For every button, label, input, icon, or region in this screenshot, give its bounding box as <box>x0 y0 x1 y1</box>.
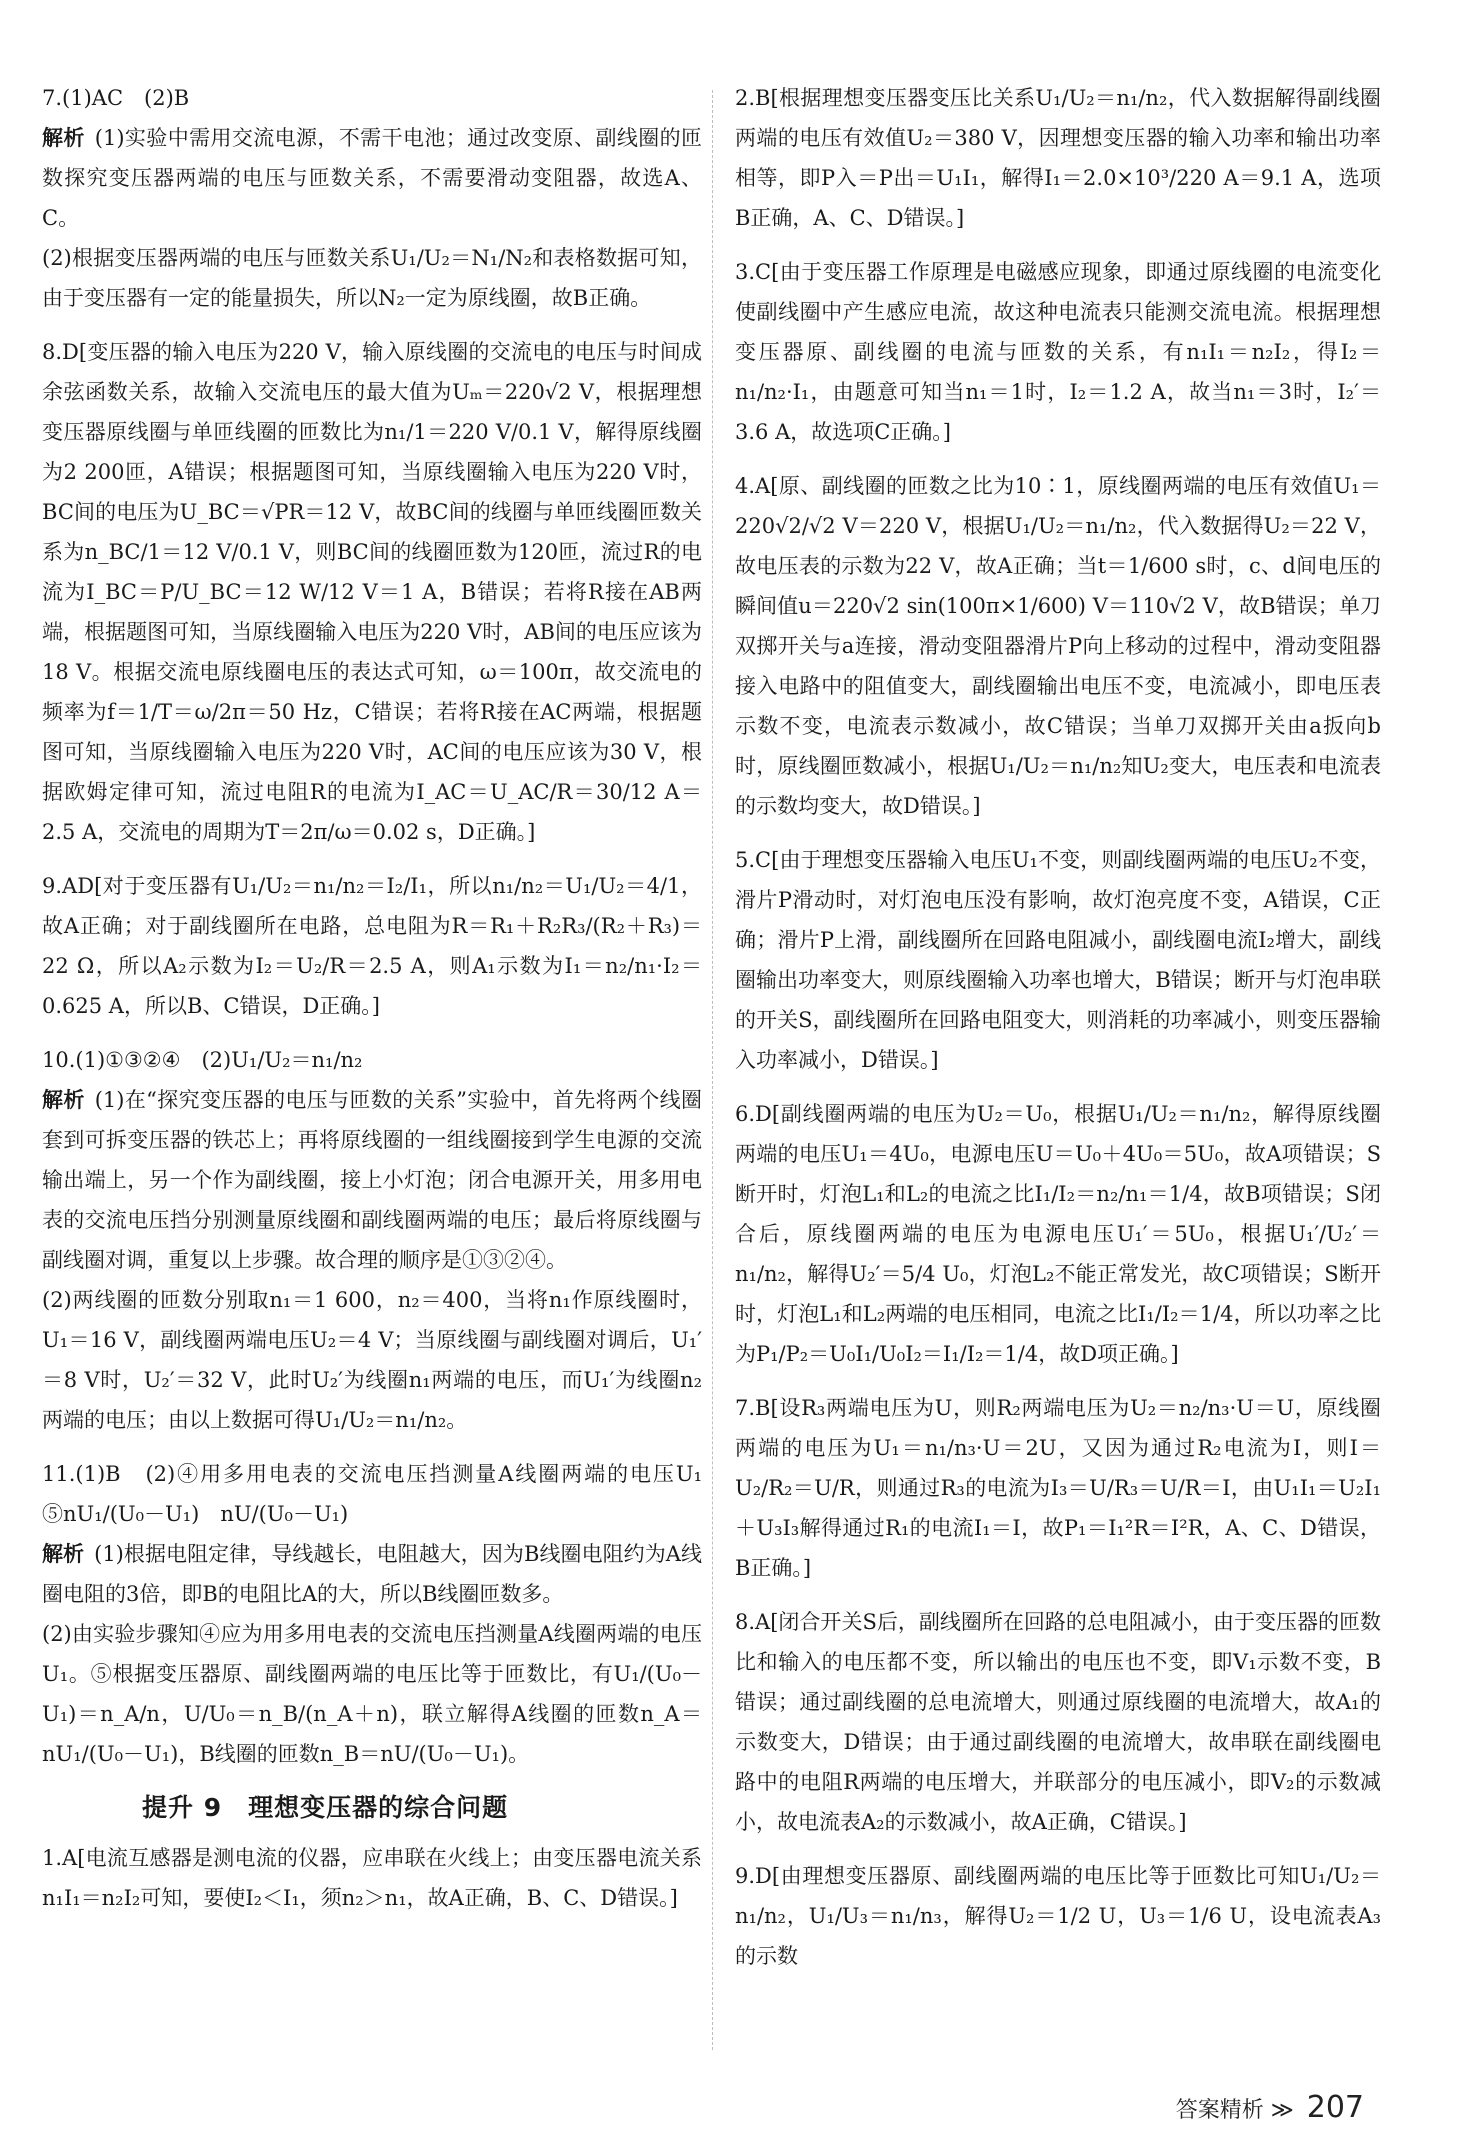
answer-number: 1. <box>42 1846 63 1870</box>
answer-item <box>735 78 1381 238</box>
explanation-paragraph <box>735 1610 1381 1834</box>
answer-item <box>735 1856 1381 1976</box>
answer-item <box>735 252 1381 452</box>
answer-item <box>42 1454 723 1774</box>
explanation-paragraph <box>42 1534 702 1614</box>
explanation-text: [副线圈两端的电压为U₂＝U₀，根据U₁/U₂＝n₁/n₂，解得原线圈两端的电压U₁＝4U₀，电源电压U＝U₀＋4U₀＝5U₀，故A项错误；S断开时，灯泡L₁和L₂的电流之比I₁/I₂＝n₂/n₁＝1/4，故B项错误；S闭合后，原线圈两端的电压为电源电压U₁′＝5U₀，根据U₁′/U₂′＝n₁/n₂，解得U₂′＝5/4 U₀，灯泡L₂不能正常发光，故C项错误；S断开时，灯泡L₁和L₂两端的电压相同，电流之比I₁/I₂＝1/4，所以功率之比为P₁/P₂＝U₀I₁/U₀I₂＝I₁/I₂＝1/4，故D项正确。] <box>735 1102 1381 1366</box>
explanation-tag: 解析 <box>42 1542 85 1566</box>
right-column <box>735 78 1381 1990</box>
answer-choice: AD <box>62 874 95 898</box>
answer-choice: A <box>755 474 771 498</box>
answer-choice: (1)B (2)④用多用电表的交流电压挡测量A线圈两端的电压U₁ ⑤nU₁/(U₀－U₁) nU/(U₀－U₁) <box>42 1462 723 1526</box>
page-number: 207 <box>1306 2090 1364 2125</box>
answer-choice: (1)AC (2)B <box>62 86 190 110</box>
answer-choice: A <box>755 1610 771 1634</box>
explanation-tag: 解析 <box>42 1088 85 1112</box>
page-footer <box>1176 2090 1364 2125</box>
explanation-paragraph <box>42 1614 702 1774</box>
answer-item <box>42 332 702 852</box>
explanation-paragraph <box>735 848 1381 1072</box>
explanation-text: (1)实验中需用交流电源，不需干电池；通过改变原、副线圈的匝数探究变压器两端的电压与匝数关系，不需要滑动变阻器，故选A、C。 <box>42 126 702 230</box>
explanation-text: (2)由实验步骤知④应为用多用电表的交流电压挡测量A线圈两端的电压U₁。⑤根据变压器原、副线圈两端的电压比等于匝数比，有U₁/(U₀－U₁)＝n_A/n，U/U₀＝n_B/(n_A＋n)，联立解得A线圈的匝数n_A＝nU₁/(U₀－U₁)，B线圈的匝数n_B＝nU/(U₀－U₁)。 <box>42 1622 702 1766</box>
answer-number: 5. <box>735 848 756 872</box>
answer-number: 6. <box>735 1102 756 1126</box>
explanation-paragraph <box>735 474 1381 818</box>
answer-number: 4. <box>735 474 756 498</box>
answer-choice: B <box>755 86 771 110</box>
explanation-paragraph <box>735 1864 1381 1968</box>
answer-item <box>735 1602 1381 1842</box>
explanation-text: [原、副线圈的匝数之比为10∶1，原线圈两端的电压有效值U₁＝220√2/√2 V＝220 V，根据U₁/U₂＝n₁/n₂，代入数据得U₂＝22 V，故电压表的示数为22 V，故A正确；当t＝1/600 s时，c、d间电压的瞬间值u＝220√2 sin(100π×1/600) V＝110√2 V，故B错误；单刀双掷开关与a连接，滑动变阻器滑片P向上移动的过程中，滑动变阻器接入电路中的阻值变大，副线圈输出电压不变，电流减小，即电压表示数不变，电流表示数减小，故C错误；当单刀双掷开关由a扳向b时，原线圈匝数减小，根据U₁/U₂＝n₁/n₂知U₂变大，电压表和电流表的示数均变大，故D错误。] <box>735 474 1381 818</box>
answer-number: 8. <box>735 1610 756 1634</box>
explanation-paragraph <box>735 1102 1381 1366</box>
explanation-text: (2)两线圈的匝数分别取n₁＝1 600，n₂＝400，当将n₁作原线圈时，U₁＝16 V，副线圈两端电压U₂＝4 V；当原线圈与副线圈对调后，U₁′＝8 V时，U₂′＝32 V，此时U₂′为线圈n₁两端的电压，而U₁′为线圈n₂两端的电压；由以上数据可得U₁/U₂＝n₁/n₂。 <box>42 1288 702 1432</box>
explanation-tag: 解析 <box>42 126 85 150</box>
explanation-paragraph <box>735 1396 1381 1580</box>
explanation-text: [根据理想变压器变压比关系U₁/U₂＝n₁/n₂，代入数据解得副线圈两端的电压有效值U₂＝380 V，因理想变压器的输入功率和输出功率相等，即P入＝P出＝U₁I₁，解得I₁＝2.0×10³/220 A＝9.1 A，选项B正确，A、C、D错误。] <box>735 86 1381 230</box>
answer-item <box>42 1040 702 1440</box>
answer-number: 7. <box>42 86 63 110</box>
explanation-paragraph <box>42 340 702 844</box>
answer-item <box>735 1094 1381 1374</box>
answer-choice: A <box>62 1846 78 1870</box>
answer-number: 2. <box>735 86 756 110</box>
answer-item <box>735 840 1381 1080</box>
explanation-paragraph <box>42 118 702 238</box>
answer-choice: B <box>755 1396 771 1420</box>
answer-number: 9. <box>735 1864 756 1888</box>
explanation-paragraph <box>42 1280 702 1440</box>
explanation-paragraph <box>42 1080 702 1280</box>
footer-label: 答案精析 <box>1175 2098 1264 2123</box>
explanation-text: (1)根据电阻定律，导线越长，电阻越大，因为B线圈电阻约为A线圈电阻的3倍，即B的电阻比A的大，所以B线圈匝数多。 <box>42 1542 703 1606</box>
answer-item <box>735 1388 1381 1588</box>
explanation-paragraph <box>735 260 1381 444</box>
answer-item <box>42 866 702 1026</box>
answer-choice: (1)①③②④ (2)U₁/U₂＝n₁/n₂ <box>75 1048 363 1072</box>
footer-arrows: ≫ <box>1270 2098 1294 2123</box>
explanation-paragraph <box>735 86 1381 230</box>
answer-number: 8. <box>42 340 63 364</box>
explanation-text: [变压器的输入电压为220 V，输入原线圈的交流电的电压与时间成余弦函数关系，故输入交流电压的最大值为Uₘ＝220√2 V，根据理想变压器原线圈与单匝线圈的匝数比为n₁/1＝220 V/0.1 V，解得原线圈为2 200匝，A错误；根据题图可知，当原线圈输入电压为220 V时，BC间的电压为U_BC＝√PR＝12 V，故BC间的线圈与单匝线圈匝数关系为n_BC/1＝12 V/0.1 V，则BC间的线圈匝数为120匝，流过R的电流为I_BC＝P/U_BC＝12 W/12 V＝1 A，B错误；若将R接在AB两端，根据题图可知，当原线圈输入电压为220 V时，AB间的电压应该为18 V。根据交流电原线圈电压的表达式可知，ω＝100π，故交流电的频率为f＝1/T＝ω/2π＝50 Hz，C错误；若将R接在AC两端，根据题图可知，当原线圈输入电压为220 V时，AC间的电压应该为30 V，根据欧姆定律可知，流过电阻R的电流为I_AC＝U_AC/R＝30/12 A＝2.5 A，交流电的周期为T＝2π/ω＝0.02 s，D正确。] <box>42 340 702 844</box>
answer-item <box>735 466 1381 826</box>
explanation-text: [设R₃两端电压为U，则R₂两端电压为U₂＝n₂/n₃·U＝U，原线圈两端的电压为U₁＝n₁/n₃·U＝2U，又因为通过R₂电流为I，则I＝U₂/R₂＝U/R，则通过R₃的电流为I₃＝U/R₃＝U/R＝I，由U₁I₁＝U₂I₁＋U₃I₃解得通过R₁的电流I₁＝I，故P₁＝I₁²R＝I²R，A、C、D错误，B正确。] <box>735 1396 1381 1580</box>
explanation-text: [闭合开关S后，副线圈所在回路的总电阻减小，由于变压器的匝数比和输入的电压都不变，所以输出的电压也不变，即V₁示数不变，B错误；通过副线圈的总电流增大，则通过原线圈的电流增大，故A₁的示数变大，D错误；由于通过副线圈的电流增大，故串联在副线圈电路中的电阻R两端的电压增大，并联部分的电压减小，即V₂的示数减小，故电流表A₂的示数减小，故A正确，C错误。] <box>735 1610 1381 1834</box>
explanation-text: (2)根据变压器两端的电压与匝数关系U₁/U₂＝N₁/N₂和表格数据可知，由于变压器有一定的能量损失，所以N₂一定为原线圈，故B正确。 <box>42 246 702 310</box>
answer-choice: C <box>755 260 772 284</box>
explanation-text: (1)在“探究变压器的电压与匝数的关系”实验中，首先将两个线圈套到可拆变压器的铁芯上；再将原线圈的一组线圈接到学生电源的交流输出端上，另一个作为副线圈，接上小灯泡；闭合电源开关，用多用电表的交流电压挡分别测量原线圈和副线圈两端的电压；最后将原线圈与副线圈对调，重复以上步骤。故合理的顺序是①③②④。 <box>42 1088 702 1272</box>
explanation-text: [电流互感器是测电流的仪器，应串联在火线上；由变压器电流关系n₁I₁＝n₂I₂可知，要使I₂＜I₁，须n₂＞n₁，故A正确，B、C、D错误。] <box>42 1846 702 1910</box>
explanation-text: [由于变压器工作原理是电磁感应现象，即通过原线圈的电流变化使副线圈中产生感应电流，故这种电流表只能测交流电流。根据理想变压器原、副线圈的电流与匝数的关系，有n₁I₁＝n₂I₂，得I₂＝n₁/n₂·I₁，由题意可知当n₁＝1时，I₂＝1.2 A，故当n₁＝3时，I₂′＝3.6 A，故选项C正确。] <box>735 260 1381 444</box>
left-column <box>42 78 723 1932</box>
answer-choice: D <box>62 340 79 364</box>
explanation-text: [对于变压器有U₁/U₂＝n₁/n₂＝I₂/I₁，所以n₁/n₂＝U₁/U₂＝4/1，故A正确；对于副线圈所在电路，总电阻为R＝R₁＋R₂R₃/(R₂＋R₃)＝22 Ω，所以A₂示数为I₂＝U₂/R＝2.5 A，则A₁示数为I₁＝n₂/n₁·I₂＝0.625 A，所以B、C错误，D正确。] <box>42 874 702 1018</box>
explanation-paragraph <box>42 1846 702 1910</box>
explanation-text: [由理想变压器原、副线圈两端的电压比等于匝数比可知U₁/U₂＝n₁/n₂，U₁/U₃＝n₁/n₃，解得U₂＝1/2 U，U₃＝1/6 U，设电流表A₃的示数 <box>735 1864 1381 1968</box>
explanation-text: [由于理想变压器输入电压U₁不变，则副线圈两端的电压U₂不变，滑片P滑动时，对灯泡电压没有影响，故灯泡亮度不变，A错误，C正确；滑片P上滑，副线圈所在回路电阻减小，副线圈电流I₂增大，副线圈输出功率变大，则原线圈输入功率也增大，B错误；断开与灯泡串联的开关S，副线圈所在回路电阻变大，则消耗的功率减小，则变压器输入功率减小，D错误。] <box>735 848 1381 1072</box>
answer-number: 7. <box>735 1396 756 1420</box>
answer-item <box>42 78 702 318</box>
answer-number: 10. <box>42 1048 76 1072</box>
answer-choice: D <box>755 1102 772 1126</box>
explanation-paragraph <box>42 874 702 1018</box>
answer-choice: D <box>755 1864 772 1888</box>
answer-number: 11. <box>42 1462 76 1486</box>
answer-number: 3. <box>735 260 756 284</box>
column-divider <box>712 90 713 2050</box>
answer-choice: C <box>755 848 772 872</box>
answer-item <box>42 1838 702 1918</box>
answer-number: 9. <box>42 874 63 898</box>
section-title: 提升 9 理想变压器的综合问题 <box>142 1793 509 1822</box>
explanation-paragraph <box>42 238 702 318</box>
